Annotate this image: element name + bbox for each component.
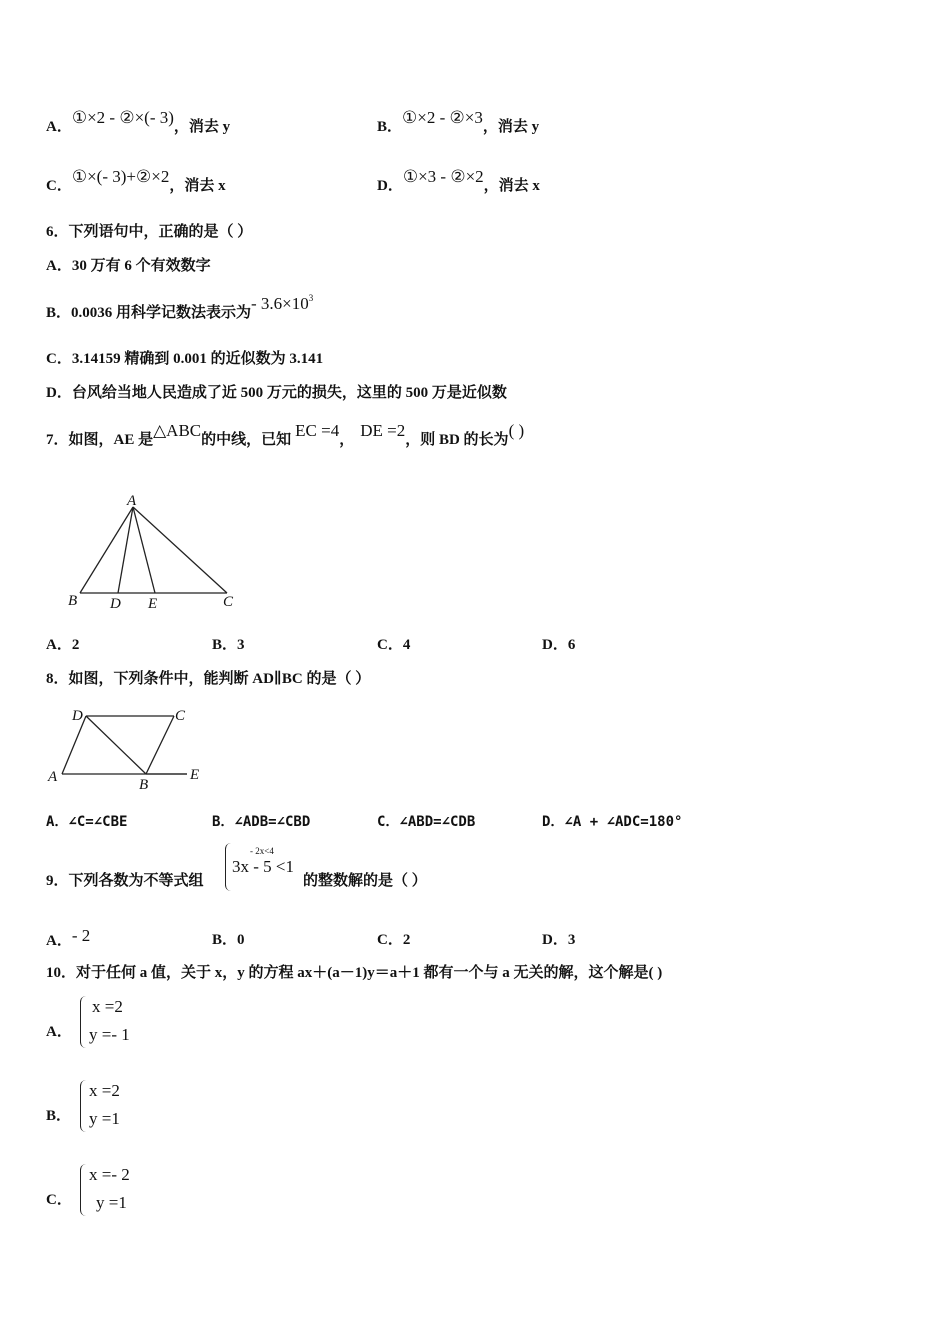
q7-triangle-figure [60,490,250,615]
option-text: B．0.0036 用科学记数法表示为 [46,305,252,321]
vertex-d-label: D [72,708,83,724]
exponent: 3 [308,293,314,303]
inequality-small: - 2x<4 [250,846,274,856]
stem-text: 7．如图，AE 是 [46,432,154,448]
option-text: ，消去 y [482,119,540,135]
option-expression: - 3.6×10 [251,294,309,313]
option-label: A． [46,1024,72,1040]
q8-parallelogram-figure [44,702,214,797]
option-expression: ①×3 - ②×2 [402,167,484,186]
option-label: B． [377,119,403,135]
q10-stem: 10．对于任何 a 值，关于 x，y 的方程 ax＋(a－1)y＝a＋1 都有一个与 a 无关的解，这个解是( ) [46,965,663,981]
option-value: - 2 [71,926,91,945]
option-expression: ①×2 - ②×(- 3) [71,108,174,127]
system-line-2: y =- 1 [89,1025,130,1044]
q9-stem-pre: 9．下列各数为不等式组 [46,873,204,889]
stem-text: 的中线，已知 [201,432,292,448]
vertex-c-label: C [223,594,234,610]
q6-option-d[interactable]: D．台风给当地人民造成了近 500 万元的损失，这里的 500 万是近似数 [46,385,507,401]
point-e-label: E [190,767,200,783]
system-line-2: y =1 [89,1109,120,1128]
q6-option-a[interactable]: A．30 万有 6 个有效数字 [46,258,211,274]
vertex-d-label: D [110,596,121,612]
ec-expr: EC =4 [295,421,340,440]
q9-option-a[interactable] [46,926,91,951]
vertex-c-label: C [175,708,186,724]
side-ac [133,507,227,593]
q9-option-c[interactable]: C．2 [377,932,411,948]
inequality-brace [225,843,232,891]
system-line-2: y =1 [96,1193,127,1212]
system-brace [80,1164,87,1216]
de-expr: DE =2 [360,421,406,440]
system-line-1: x =2 [89,1081,120,1100]
option-label: C． [46,1192,72,1208]
q7-option-d[interactable]: D．6 [542,637,576,653]
option-label: B． [46,1108,72,1124]
q8-option-c[interactable]: C．∠ABD=∠CDB [377,814,476,830]
segment-ae [133,507,155,593]
diagonal-db [86,716,146,774]
option-label: A． [46,119,72,135]
q9-option-b[interactable]: B．0 [212,932,245,948]
q5-option-c[interactable] [46,167,226,196]
vertex-b-label: B [68,593,78,609]
option-label: D． [377,178,403,194]
q7-option-c[interactable]: C．4 [377,637,411,653]
system-brace [80,996,87,1048]
stem-text: ，则 BD 的长为 [405,432,509,448]
system-brace [80,1080,87,1132]
option-expression: ①×2 - ②×3 [402,108,483,127]
q7-option-a[interactable]: A．2 [46,637,80,653]
option-label: C． [46,178,72,194]
q9-stem-post: 的整数解的是（ ） [303,873,427,889]
side-cb [146,716,174,774]
vertex-a-label: A [48,769,58,785]
q6-option-c[interactable]: C．3.14159 精确到 0.001 的近似数为 3.141 [46,351,324,367]
vertex-e-label: E [148,596,158,612]
q6-option-b[interactable] [46,293,314,324]
option-text: ，消去 y [173,119,231,135]
q5-option-b[interactable] [377,108,540,137]
triangle-expr: △ABC [153,421,202,440]
q7-option-b[interactable]: B．3 [212,637,245,653]
q7-stem [46,421,525,450]
vertex-b-label: B [139,777,149,793]
option-label: A． [46,933,72,949]
q8-option-b[interactable]: B．∠ADB=∠CBD [212,814,311,830]
q8-option-d[interactable]: D．∠A + ∠ADC=180° [542,814,683,830]
q8-stem: 8．如图，下列条件中，能判断 AD∥BC 的是（ ） [46,671,371,687]
option-text: ，消去 x [169,178,226,194]
system-line-1: x =- 2 [89,1165,130,1184]
option-expression: ①×(- 3)+②×2 [71,167,170,186]
q6-stem: 6．下列语句中，正确的是（ ） [46,224,253,240]
inequality-main: 3x - 5 <1 [232,857,294,876]
vertex-a-label: A [127,493,137,509]
side-da [62,716,86,774]
q5-option-d[interactable] [377,167,540,196]
q5-option-a[interactable] [46,108,231,137]
system-line-1: x =2 [92,997,123,1016]
stem-text: ， [339,432,355,448]
answer-paren: ( ) [508,421,525,440]
q9-option-d[interactable]: D．3 [542,932,576,948]
q8-option-a[interactable]: A．∠C=∠CBE [46,814,128,830]
option-text: ，消去 x [483,178,540,194]
